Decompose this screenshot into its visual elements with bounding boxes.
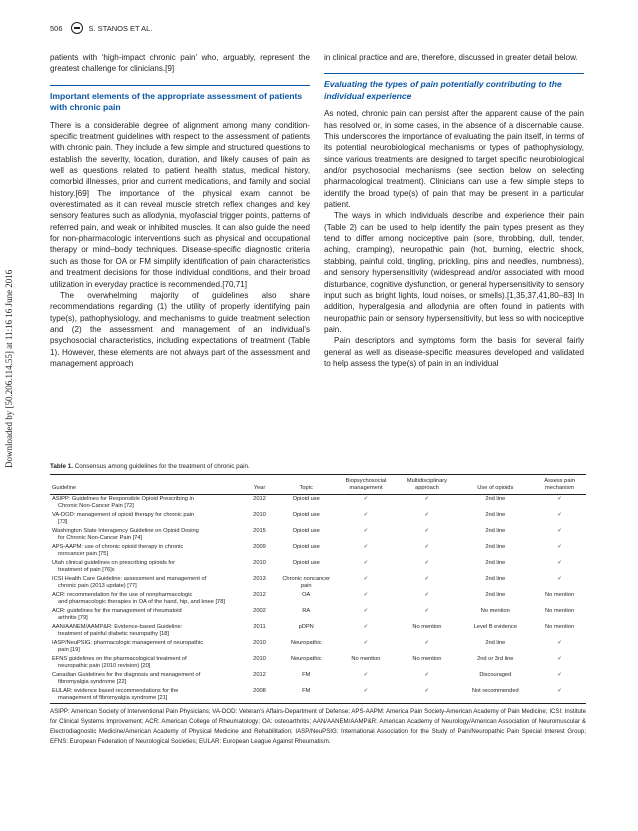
table-row [50,607,586,623]
topic-cell: Neuropathic [290,640,322,646]
guideline-cell [50,495,242,512]
column-header: Year [242,475,277,495]
topic-cell: Opioid use [292,560,320,566]
guideline-name-cont: neuropathic pain (2010 revision) [20] [58,663,151,669]
topic-cell: RA [302,608,311,614]
guideline-name-cont: treatment of pain [76]x [58,567,115,573]
table-row [50,527,586,543]
guideline-cell [50,607,242,623]
mechanism-cell: ✓ [557,640,562,646]
column-header: Multidisciplinary approach [396,475,457,495]
table-header-row [50,475,586,495]
mechanism-cell: ✓ [557,672,562,678]
guideline-cell [50,655,242,671]
table-row [50,559,586,575]
table-row [50,671,586,687]
biopsychosocial-cell: ✓ [363,640,369,646]
guideline-name: VA-DOD: management of opioid therapy for chronic pain [52,512,195,518]
guideline-name: EFNS guidelines on the pharmacological treatment of [52,656,187,662]
guideline-cell [50,591,242,607]
opioids-cell: Level B evidence [473,624,517,630]
guideline-name: Utah clinical guidelines on prescribing opioids for [52,560,175,566]
mechanism-cell: No mention [545,608,575,614]
column-header: Topic [277,475,336,495]
left-continuation: patients with ‘high-impact chronic pain’ who, arguably, represent the greatest challenge for clinicians.[9] [50,53,310,74]
topic-cell: FM [302,672,311,678]
mechanism-cell: ✓ [557,528,562,534]
topic-cell: Opioid use [292,544,320,550]
table-row [50,591,586,607]
biopsychosocial-cell: ✓ [363,544,369,550]
paragraph: There is a considerable degree of alignment among many condition-specific treatment guidelines with respect to the assessment of patients with chronic pain. They include a few simple and structured questions to establish the severity, location, duration, and likely causes of pain as well as questions related to patient health status, medical history, comorbid illnesses, prior and current medications, and family and social history.[69] The importance of the physical exam cannot be overestimated as it can reveal muscle stretch reflex changes and key sensory features such as allodynia, myofascial trigger points, patterns of referred pain, and weak or inhibited muscles. It can also guide the need for non-pharmacologic interventions such as physical and occupational therapy or mind–body techniques. Disease-specific diagnostic criteria such as those for OA or FM simplify identification of pain characteristics and treatment decisions for those individual conditions, and their broad utilization in everyday practice is recommended.[70,71] [50,120,310,289]
guideline-name-cont: pain [19] [58,647,80,653]
table-label: Table 1. [50,463,73,470]
year-cell: 2013 [253,576,266,582]
mechanism-cell: No mention [545,624,575,630]
section-heading-assessment: Important elements of the appropriate assessment of patients with chronic pain [50,85,310,114]
mechanism-cell: ✓ [557,544,562,550]
table-body [50,495,586,704]
table-footnote: ASIPP: American Society of Interventional Pain Physicians; VA-DOD: Veteran’s Affairs-Department of Defense; APS-AAPM: America Pain Society-American Academy of Pain Medicine; ICSI: Institute for Clinical Systems Improvement; ACR: American College of Rheumatology; OA: osteoarthritis; AAN/AANEM/AAMP&R: American Academy of Neurology/American Association of Neuromuscular & Electrodiagnostic Medicine/American Academy of Physical Medicine and Rehabilitation; IASP/NeuPSIG: International Association for the Study of Pain/Neuropathic Pain Special Interest Group; EFNS: European Federation of Neurological Societies; EULAR: European League Against Rheumatism. [50,708,586,746]
multidisciplinary-cell: ✓ [424,576,430,582]
biopsychosocial-cell: ✓ [363,624,369,630]
left-column [50,52,310,369]
opioids-cell: 2nd line [485,576,506,582]
running-header [50,22,152,34]
table-row [50,543,586,559]
biopsychosocial-cell: ✓ [363,592,369,598]
guideline-cell [50,511,242,527]
guideline-name-cont: fibromyalgia syndrome [22] [58,679,127,685]
guidelines-table [50,474,586,704]
biopsychosocial-cell: No mention [351,656,381,662]
year-cell: 2012 [253,672,266,678]
column-header: Assess pain mechanism [533,475,586,495]
table-row [50,575,586,591]
paragraph: As noted, chronic pain can persist after the apparent cause of the pain has resolved or, in some cases, in the absence of a discernable cause. This underscores the importance of evaluating the pain itself, in terms of its potential neurobiological mechanisms or types of pathophysiology, since various treatments are designed to target specific neurobiological and/or psychosocial mechanisms (see section below on selecting pharmacological treatment). Clinicians can use a few simple steps to identify the broad type(s) of pain that may be present in a particular patient. [324,109,584,210]
multidisciplinary-cell: ✓ [424,560,430,566]
year-cell: 2012 [253,496,266,502]
publisher-logo-icon [71,22,83,34]
opioids-cell: No mention [480,608,510,614]
table-1 [50,463,586,747]
topic-cell: Opioid use [292,496,320,502]
year-cell: 2010 [253,560,266,566]
guideline-name-cont: Chronic Non-Cancer Pain [72] [58,503,134,509]
opioids-cell: 2nd line [485,512,506,518]
paragraph: Pain descriptors and symptoms form the basis for several fairly general as well as disease-specific measures developed and validated to help assess the type(s) of pain in an individual [324,336,584,368]
year-cell: 2015 [253,528,266,534]
topic-cell: Chronic noncancer pain [282,576,331,589]
guideline-name-cont: management of fibromyalgia syndrome [21] [58,695,168,701]
table-caption-text: Consensus among guidelines for the treatment of chronic pain. [74,463,250,470]
table-row [50,623,586,639]
guideline-cell [50,639,242,655]
year-cell: 2008 [242,687,277,704]
mechanism-cell: ✓ [557,656,562,662]
guideline-name: AAN/AANEM/AAMP&R: Evidence-based Guideline: [52,624,183,630]
topic-cell: FM [277,687,336,704]
mechanism-cell: ✓ [557,512,562,518]
topic-cell: Neuropathic [290,656,322,662]
guideline-name: IASP/NeuPSIG: pharmacologic management of neuropathic [52,640,204,646]
year-cell: 2010 [253,656,266,662]
mechanism-cell: ✓ [557,576,562,582]
year-cell: 2011 [253,624,266,630]
opioids-cell: 2nd line [485,592,506,598]
mechanism-cell: ✓ [533,687,586,704]
mechanism-cell: No mention [545,592,575,598]
guideline-name-cont: [73] [58,519,68,525]
table-row [50,511,586,527]
multidisciplinary-cell: No mention [412,624,442,630]
multidisciplinary-cell: ✓ [424,528,430,534]
table-row [50,639,586,655]
guideline-name: ACR: recommendation for the use of nonpharmacologic [52,592,193,598]
guideline-name: Washington State Interagency Guideline on Opioid Dosing [52,528,199,534]
year-cell: 2012 [253,592,266,598]
guideline-name: ASIPP: Guidelines for Responsible Opioid Prescribing in [52,496,194,502]
paragraph: The ways in which individuals describe and experience their pain (Table 2) can be used to help identify the pain types present as they tend to differ among nociceptive pain (sore, throbbing, dull, tender, aching, cramping), neuropathic pain (hot, burning, electric shock, stabbing, painful cold, tingling, prickling, pins and needles, numbness), and sensory hypersensitivity (widespread and/or associated with mood disturbance, cognitive dysfunction, or general hypersensitivity to sensory input such as bright lights, loud noises, or smells).[1,35,37,41,80–83] In addition, hyperalgesia and allodynia are often found in patients with neuropathic pain or sensory hypersensitivity, but less so with nociceptive pain. [324,211,584,334]
paragraph: The overwhelming majority of guidelines also share recommendations regarding (1) the utility of properly identifying pain type(s), pathophysiology, and mechanisms to guide treatment selection and (2) the assessment and management of an individual’s psychosocial characteristics, including expectations of treatment (Table 1). However, these elements are not always part of the assessment and management approach [50,290,310,368]
table-caption [50,463,586,470]
guideline-name-cont: arthritis [79] [58,615,88,621]
guideline-cell [50,543,242,559]
guideline-cell [50,687,242,704]
multidisciplinary-cell: ✓ [424,544,430,550]
multidisciplinary-cell: ✓ [424,672,430,678]
guideline-name-cont: treatment of painful diabetic neuropathy [18] [58,631,169,637]
biopsychosocial-cell: ✓ [363,576,369,582]
column-header: Use of opioids [457,475,533,495]
biopsychosocial-cell: ✓ [363,608,369,614]
opioids-cell: 2nd line [485,544,506,550]
guideline-name: Canadian Guidelines for the diagnosis and management of [52,672,201,678]
year-cell: 2009 [253,544,266,550]
section-heading-pain-types: Evaluating the types of pain potentially contributing to the individual experience [324,73,584,102]
mechanism-cell: ✓ [557,496,562,502]
biopsychosocial-cell: ✓ [335,687,396,704]
opioids-cell: Discouraged [479,672,512,678]
opioids-cell: 2nd or 3rd line [477,656,514,662]
guideline-name-cont: noncancer pain [75] [58,551,108,557]
multidisciplinary-cell: ✓ [424,640,430,646]
right-column [324,52,584,369]
opioids-cell: 2nd line [485,528,506,534]
guideline-cell [50,527,242,543]
guideline-name: ICSI Health Care Guideline: assessment and management of [52,576,207,582]
opioids-cell: 2nd line [485,560,506,566]
multidisciplinary-cell: ✓ [424,592,430,598]
guideline-cell [50,671,242,687]
table-row [50,687,586,704]
multidisciplinary-cell: ✓ [396,687,457,704]
download-notice [4,198,18,468]
guideline-name-cont: and pharmacologic therapies in OA of the hand, hip, and knee [78] [58,599,225,605]
biopsychosocial-cell: ✓ [363,528,369,534]
download-notice-text: Downloaded by [50.206.114.55] at 11:16 16 June 2016 [4,269,14,468]
guideline-cell [50,623,242,639]
column-header: Guideline [50,475,242,495]
running-authors: S. STANOS ET AL. [88,23,153,33]
opioids-cell: 2nd line [485,496,506,502]
right-continuation: in clinical practice and are, therefore, discussed in greater detail below. [324,53,578,62]
guideline-name: APS-AAPM: use of chronic opioid therapy in chronic [52,544,184,550]
opioids-cell: 2nd line [485,640,506,646]
biopsychosocial-cell: ✓ [363,672,369,678]
year-cell: 2010 [253,640,266,646]
opioids-cell: Not recommended [457,687,533,704]
column-header: Biopsychosocial management [335,475,396,495]
topic-cell: pDPN [298,624,314,630]
guideline-name: ACR: guidelines for the management of rheumatoid [52,608,182,614]
biopsychosocial-cell: ✓ [363,560,369,566]
multidisciplinary-cell: ✓ [424,496,430,502]
guideline-cell [50,575,242,591]
year-cell: 2010 [253,512,266,518]
multidisciplinary-cell: ✓ [424,608,430,614]
multidisciplinary-cell: ✓ [424,512,430,518]
biopsychosocial-cell: ✓ [363,496,369,502]
topic-cell: Opioid use [292,512,320,518]
topic-cell: Opioid use [292,528,320,534]
page-number: 506 [50,23,63,33]
multidisciplinary-cell: No mention [412,656,442,662]
year-cell: 2002 [253,608,266,614]
guideline-cell [50,559,242,575]
table-row [50,655,586,671]
topic-cell: OA [302,592,311,598]
biopsychosocial-cell: ✓ [363,512,369,518]
guideline-name-cont: for Chronic Non-Cancer Pain [74] [58,535,143,541]
guideline-name: EULAR: evidence based recommendations for the [52,688,179,694]
guideline-name-cont: chronic pain (2013 update) [77] [58,583,137,589]
mechanism-cell: ✓ [557,560,562,566]
table-row [50,495,586,512]
